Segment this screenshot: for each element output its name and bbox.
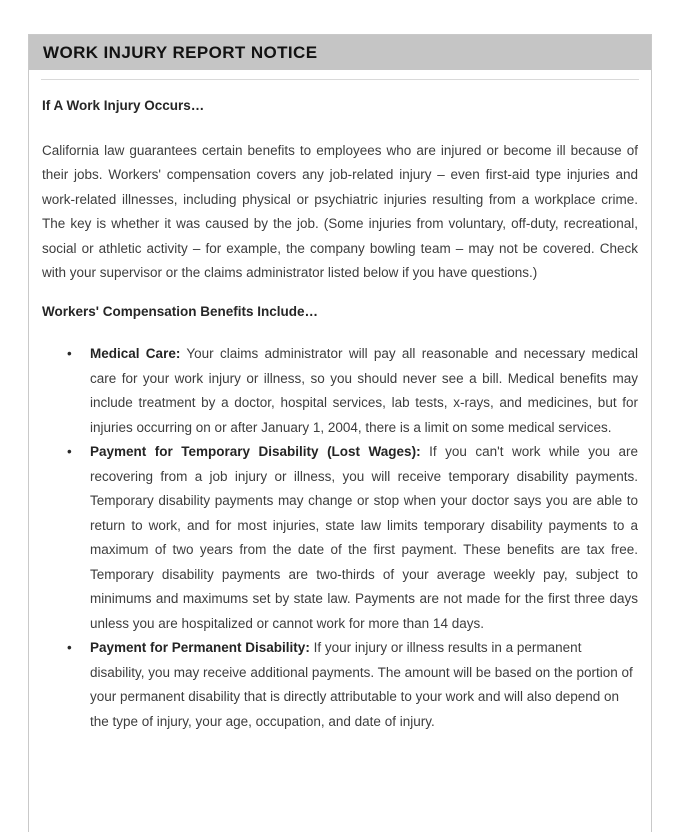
benefit-description: If you can't work while you are recovering from a job injury or illness, you will receive temporary disability payments. Temporary disability payments may change or stop when your doctor says you are able to return to work, and for most injuries, state law limits temporary disability payments to a maximum of two years from the date of the first payment. These benefits are tax free. Temporary disability payments are two-thirds of your average weekly pay, subject to minimums and maximums set by state law. Payments are not made for the first three days unless you are hospitalized or cannot work for more than 14 days. [90, 444, 638, 631]
bullet-icon: • [67, 444, 72, 459]
document-body [29, 94, 651, 734]
document-title-bar [29, 35, 651, 70]
document-page [28, 34, 652, 832]
bullet-icon: • [67, 640, 72, 655]
benefit-description: Your claims administrator will pay all reasonable and necessary medical care for your work injury or illness, so you should never see a bill. Medical benefits may include treatment by a doctor, hospital services, lab tests, x-rays, and medicines, but for injuries occurring on or after January 1, 2004, there is a limit on some medical services. [90, 346, 638, 435]
header-divider [41, 79, 639, 80]
intro-paragraph: California law guarantees certain benefits to employees who are injured or become ill because of their jobs. Workers' compensation covers any job-related injury – even first-aid type injuries and work-related illnesses, including physical or psychiatric injuries resulting from a workplace crime. The key is whether it was caused by the job. (Some injuries from voluntary, off-duty, recreational, social or athletic activity – for example, the company bowling team – may not be covered. Check with your supervisor or the claims administrator listed below if you have questions.) [42, 142, 638, 280]
list-item-permanent-disability [67, 636, 638, 734]
benefit-title: Payment for Temporary Disability (Lost Wages): [90, 444, 421, 459]
benefit-title: Medical Care: [90, 346, 181, 361]
bullet-icon: • [67, 346, 72, 361]
section-heading-if-injury-occurs: If A Work Injury Occurs… [42, 98, 205, 113]
list-item-medical-care [67, 342, 638, 440]
document-title: WORK INJURY REPORT NOTICE [43, 42, 318, 62]
list-item-temporary-disability [67, 440, 638, 636]
benefit-description: If your injury or illness results in a permanent disability, you may receive additional payments. The amount will be based on the portion of your permanent disability that is directly attributable to your work and will also depend on the type of injury, your age, occupation, and date of injury. [90, 640, 633, 729]
benefits-list [42, 342, 638, 734]
section-heading-benefits-include: Workers' Compensation Benefits Include… [42, 303, 319, 319]
benefit-title: Payment for Permanent Disability: [90, 640, 310, 655]
